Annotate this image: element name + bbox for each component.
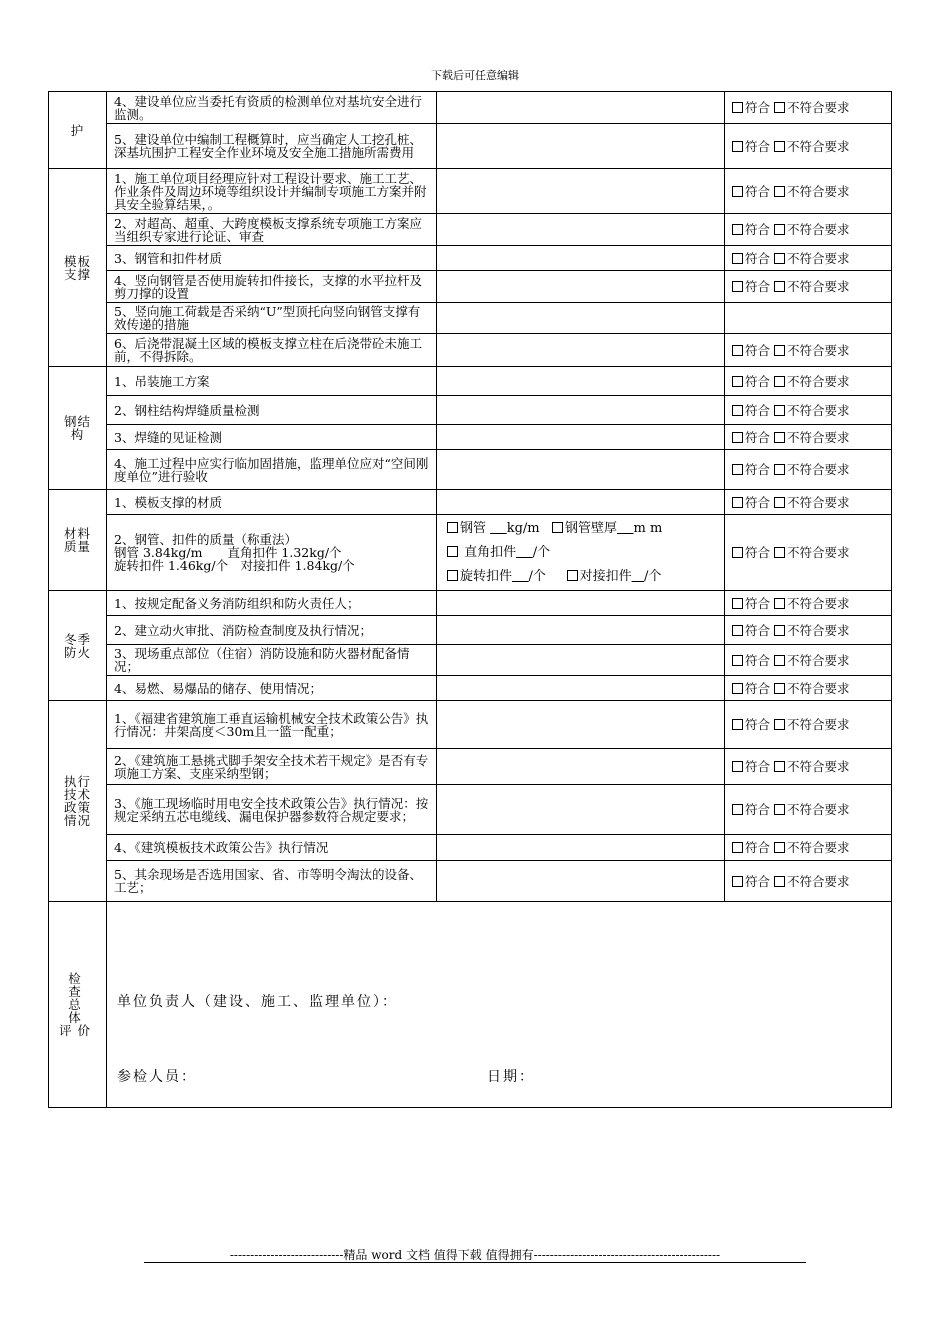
check-notes[interactable] <box>437 450 725 490</box>
table-row <box>49 214 892 246</box>
check-item: 2、对超高、超重、大跨度模板支撑系统专项施工方案应当组织专家进行论证、审查 <box>107 214 437 246</box>
check-item: 3、焊缝的见证检测 <box>107 425 437 450</box>
checkbox-nonconform[interactable] <box>774 719 785 730</box>
weighing-method-title: 2、钢管、扣件的质量（称重法） <box>114 532 297 547</box>
category-label: 钢结 构 <box>49 367 107 490</box>
table-row <box>49 591 892 616</box>
table-row <box>49 303 892 334</box>
table-row <box>49 861 892 902</box>
standard-weights-line-1: 钢管 3.84kg/m 直角扣件 1.32kg/个 <box>114 545 342 560</box>
result-cell: 符合 不符合要求 <box>725 645 892 676</box>
checkbox-nonconform[interactable] <box>774 102 785 113</box>
table-row <box>49 835 892 861</box>
checkbox-nonconform[interactable] <box>774 345 785 356</box>
check-item: 4、《建筑模板技术政策公告》执行情况 <box>107 835 437 861</box>
check-item <box>107 515 437 591</box>
checkbox-nonconform[interactable] <box>774 683 785 694</box>
checkbox-nonconform[interactable] <box>774 876 785 887</box>
checkbox-nonconform[interactable] <box>774 655 785 666</box>
measurement-line: 旋转扣件 /个 对接扣件 /个 <box>447 565 714 589</box>
result-cell: 符合 不符合要求 <box>725 246 892 271</box>
table-row <box>49 676 892 701</box>
steel-pipe-weight-blank[interactable] <box>490 521 507 536</box>
table-row <box>49 124 892 169</box>
check-item: 2、钢柱结构焊缝质量检测 <box>107 396 437 425</box>
check-notes[interactable] <box>437 334 725 367</box>
checkbox-butt-clamp[interactable] <box>567 570 578 581</box>
evaluation-label: 检 查 总 体 评价 <box>49 902 107 1108</box>
table-row <box>49 645 892 676</box>
result-cell: 符合 不符合要求 <box>725 616 892 645</box>
result-cell: 符合 不符合要求 <box>725 785 892 835</box>
category-label: 材料 质量 <box>49 490 107 591</box>
wall-thickness-blank[interactable] <box>617 521 634 536</box>
checkbox-nonconform[interactable] <box>774 625 785 636</box>
table-row <box>49 246 892 271</box>
checkbox-nonconform[interactable] <box>774 281 785 292</box>
result-cell: 符合 不符合要求 <box>725 749 892 785</box>
checkbox-conform[interactable] <box>732 804 743 815</box>
result-cell: 符合 不符合要求 <box>725 271 892 303</box>
page-footer-note: ----------------------------精品 word 文档 值得下载 值得拥有---------------------------------------------- <box>229 1248 721 1262</box>
measurement-line: 钢管 kg/m 钢管壁厚 m m <box>447 517 714 541</box>
check-notes[interactable] <box>437 701 725 749</box>
result-cell: 符合 不符合要求 <box>725 676 892 701</box>
check-notes[interactable] <box>437 92 725 124</box>
checkbox-conform[interactable] <box>732 842 743 853</box>
responsible-person-label: 单位负责人（建设、施工、监理单位）： <box>117 994 398 1010</box>
swivel-clamp-blank[interactable] <box>512 569 529 584</box>
result-cell: 符合 不符合要求 <box>725 861 892 902</box>
checkbox-conform[interactable] <box>732 464 743 475</box>
checkbox-nonconform[interactable] <box>774 842 785 853</box>
check-item: 4、建设单位应当委托有资质的检测单位对基坑安全进行监测。 <box>107 92 437 124</box>
checkbox-conform[interactable] <box>732 655 743 666</box>
check-item: 2、建立动火审批、消防检查制度及执行情况； <box>107 616 437 645</box>
result-cell: 符合 不符合要求 <box>725 701 892 749</box>
checkbox-conform[interactable] <box>732 224 743 235</box>
check-item: 5、建设单位中编制工程概算时，应当确定人工挖孔桩、深基坑围护工程安全作业环境及安全施工措施所需费用 <box>107 124 437 169</box>
inspectors-label: 参检人员： <box>117 1069 197 1085</box>
result-cell: 符合 不符合要求 <box>725 92 892 124</box>
checkbox-conform[interactable] <box>732 719 743 730</box>
checkbox-nonconform[interactable] <box>774 497 785 508</box>
checkbox-conform[interactable] <box>732 761 743 772</box>
checkbox-nonconform[interactable] <box>774 432 785 443</box>
checkbox-nonconform[interactable] <box>774 405 785 416</box>
table-row <box>49 450 892 490</box>
checkbox-conform[interactable] <box>732 141 743 152</box>
checkbox-conform[interactable] <box>732 345 743 356</box>
check-notes[interactable] <box>437 303 725 334</box>
check-notes[interactable] <box>437 271 725 303</box>
check-notes[interactable] <box>437 367 725 396</box>
check-item: 3、《施工现场临时用电安全技术政策公告》执行情况：按规定采纳五芯电缆线、漏电保护器参数符合规定要求； <box>107 785 437 835</box>
result-cell: 符合 不符合要求 <box>725 490 892 515</box>
result-cell-empty[interactable] <box>725 303 892 334</box>
category-label: 执行 技术 政策 情况 <box>49 701 107 902</box>
checkbox-conform[interactable] <box>732 625 743 636</box>
checkbox-conform[interactable] <box>732 376 743 387</box>
checkbox-nonconform[interactable] <box>774 804 785 815</box>
checkbox-conform[interactable] <box>732 281 743 292</box>
table-row <box>49 425 892 450</box>
measurement-cell <box>437 515 725 591</box>
checkbox-conform[interactable] <box>732 253 743 264</box>
checkbox-nonconform[interactable] <box>774 253 785 264</box>
checkbox-nonconform[interactable] <box>774 547 785 558</box>
result-cell: 符合 不符合要求 <box>725 835 892 861</box>
check-notes[interactable] <box>437 835 725 861</box>
check-item: 4、易燃、易爆品的储存、使用情况； <box>107 676 437 701</box>
footer-divider <box>144 1262 806 1263</box>
checkbox-conform[interactable] <box>732 432 743 443</box>
check-item: 1、施工单位项目经理应针对工程设计要求、施工工艺、作业条件及周边环境等组织设计并编制专项施工方案并附具安全验算结果，。 <box>107 169 437 214</box>
result-cell: 符合 不符合要求 <box>725 450 892 490</box>
check-item: 4、施工过程中应实行临加固措施，监理单位应对“空间刚度单位”进行验收 <box>107 450 437 490</box>
checkbox-conform[interactable] <box>732 497 743 508</box>
table-row <box>49 169 892 214</box>
checkbox-right-angle-clamp[interactable] <box>447 546 458 557</box>
checkbox-steel-pipe[interactable] <box>447 522 458 533</box>
result-cell: 符合 不符合要求 <box>725 367 892 396</box>
checkbox-wall-thickness[interactable] <box>552 522 563 533</box>
table-row <box>49 616 892 645</box>
table-row <box>49 271 892 303</box>
checkbox-nonconform[interactable] <box>774 464 785 475</box>
table-row <box>49 334 892 367</box>
evaluation-area[interactable] <box>107 902 892 1108</box>
check-notes[interactable] <box>437 785 725 835</box>
standard-weights-line-2: 旋转扣件 1.46kg/个 对接扣件 1.84kg/个 <box>114 558 355 573</box>
right-angle-clamp-blank[interactable] <box>516 545 533 560</box>
checkbox-conform[interactable] <box>732 547 743 558</box>
table-row <box>49 515 892 591</box>
check-item: 4、竖向钢管是否使用旋转扣件接长，支撑的水平拉杆及剪刀撑的设置 <box>107 271 437 303</box>
check-notes[interactable] <box>437 861 725 902</box>
checkbox-nonconform[interactable] <box>774 376 785 387</box>
checkbox-conform[interactable] <box>732 186 743 197</box>
check-item: 3、钢管和扣件材质 <box>107 246 437 271</box>
check-notes[interactable] <box>437 676 725 701</box>
check-notes[interactable] <box>437 246 725 271</box>
measurement-line: 直角扣件 /个 <box>447 541 714 565</box>
checkbox-nonconform[interactable] <box>774 224 785 235</box>
date-label: 日期： <box>487 1069 535 1085</box>
checkbox-nonconform[interactable] <box>774 598 785 609</box>
check-notes[interactable] <box>437 616 725 645</box>
checkbox-swivel-clamp[interactable] <box>447 570 458 581</box>
table-row <box>49 902 892 1108</box>
category-label: 模板 支撑 <box>49 169 107 367</box>
checkbox-nonconform[interactable] <box>774 141 785 152</box>
check-notes[interactable] <box>437 124 725 169</box>
check-item: 3、现场重点部位（住宿）消防设施和防火器材配备情况； <box>107 645 437 676</box>
check-item: 1、吊装施工方案 <box>107 367 437 396</box>
table-row <box>49 490 892 515</box>
check-item: 5、竖向施工荷载是否采纳“U”型顶托向竖向钢管支撑有效传递的措施 <box>107 303 437 334</box>
check-notes[interactable] <box>437 490 725 515</box>
check-item: 6、后浇带混凝土区域的模板支撑立柱在后浇带砼未施工前，不得拆除。 <box>107 334 437 367</box>
table-row <box>49 92 892 124</box>
page-header-note: 下载后可任意编辑 <box>431 69 519 82</box>
check-notes[interactable] <box>437 749 725 785</box>
table-row <box>49 785 892 835</box>
checkbox-nonconform[interactable] <box>774 186 785 197</box>
checkbox-conform[interactable] <box>732 102 743 113</box>
table-row <box>49 701 892 749</box>
result-cell: 符合 不符合要求 <box>725 515 892 591</box>
result-cell: 符合 不符合要求 <box>725 396 892 425</box>
check-item: 5、其余现场是否选用国家、省、市等明令淘汰的设备、工艺； <box>107 861 437 902</box>
result-cell: 符合 不符合要求 <box>725 169 892 214</box>
result-cell: 符合 不符合要求 <box>725 124 892 169</box>
check-notes[interactable] <box>437 396 725 425</box>
check-notes[interactable] <box>437 169 725 214</box>
butt-clamp-blank[interactable] <box>632 569 644 584</box>
checkbox-conform[interactable] <box>732 683 743 694</box>
check-notes[interactable] <box>437 591 725 616</box>
checkbox-conform[interactable] <box>732 876 743 887</box>
checkbox-conform[interactable] <box>732 598 743 609</box>
check-item: 1、模板支撑的材质 <box>107 490 437 515</box>
inspection-table <box>48 91 892 1108</box>
check-notes[interactable] <box>437 214 725 246</box>
table-row <box>49 396 892 425</box>
table-row <box>49 749 892 785</box>
check-item: 1、《福建省建筑施工垂直运输机械安全技术政策公告》执行情况：井架高度＜30m且一篮一配重； <box>107 701 437 749</box>
check-item: 1、按规定配备义务消防组织和防火责任人； <box>107 591 437 616</box>
result-cell: 符合 不符合要求 <box>725 334 892 367</box>
category-label: 护 <box>49 92 107 169</box>
result-cell: 符合 不符合要求 <box>725 591 892 616</box>
category-label: 冬季 防火 <box>49 591 107 701</box>
result-cell: 符合 不符合要求 <box>725 214 892 246</box>
check-notes[interactable] <box>437 645 725 676</box>
checkbox-conform[interactable] <box>732 405 743 416</box>
check-notes[interactable] <box>437 425 725 450</box>
checkbox-nonconform[interactable] <box>774 761 785 772</box>
result-cell: 符合 不符合要求 <box>725 425 892 450</box>
check-item: 2、《建筑施工悬挑式脚手架安全技术若干规定》是否有专项施工方案、支座采纳型钢； <box>107 749 437 785</box>
table-row <box>49 367 892 396</box>
